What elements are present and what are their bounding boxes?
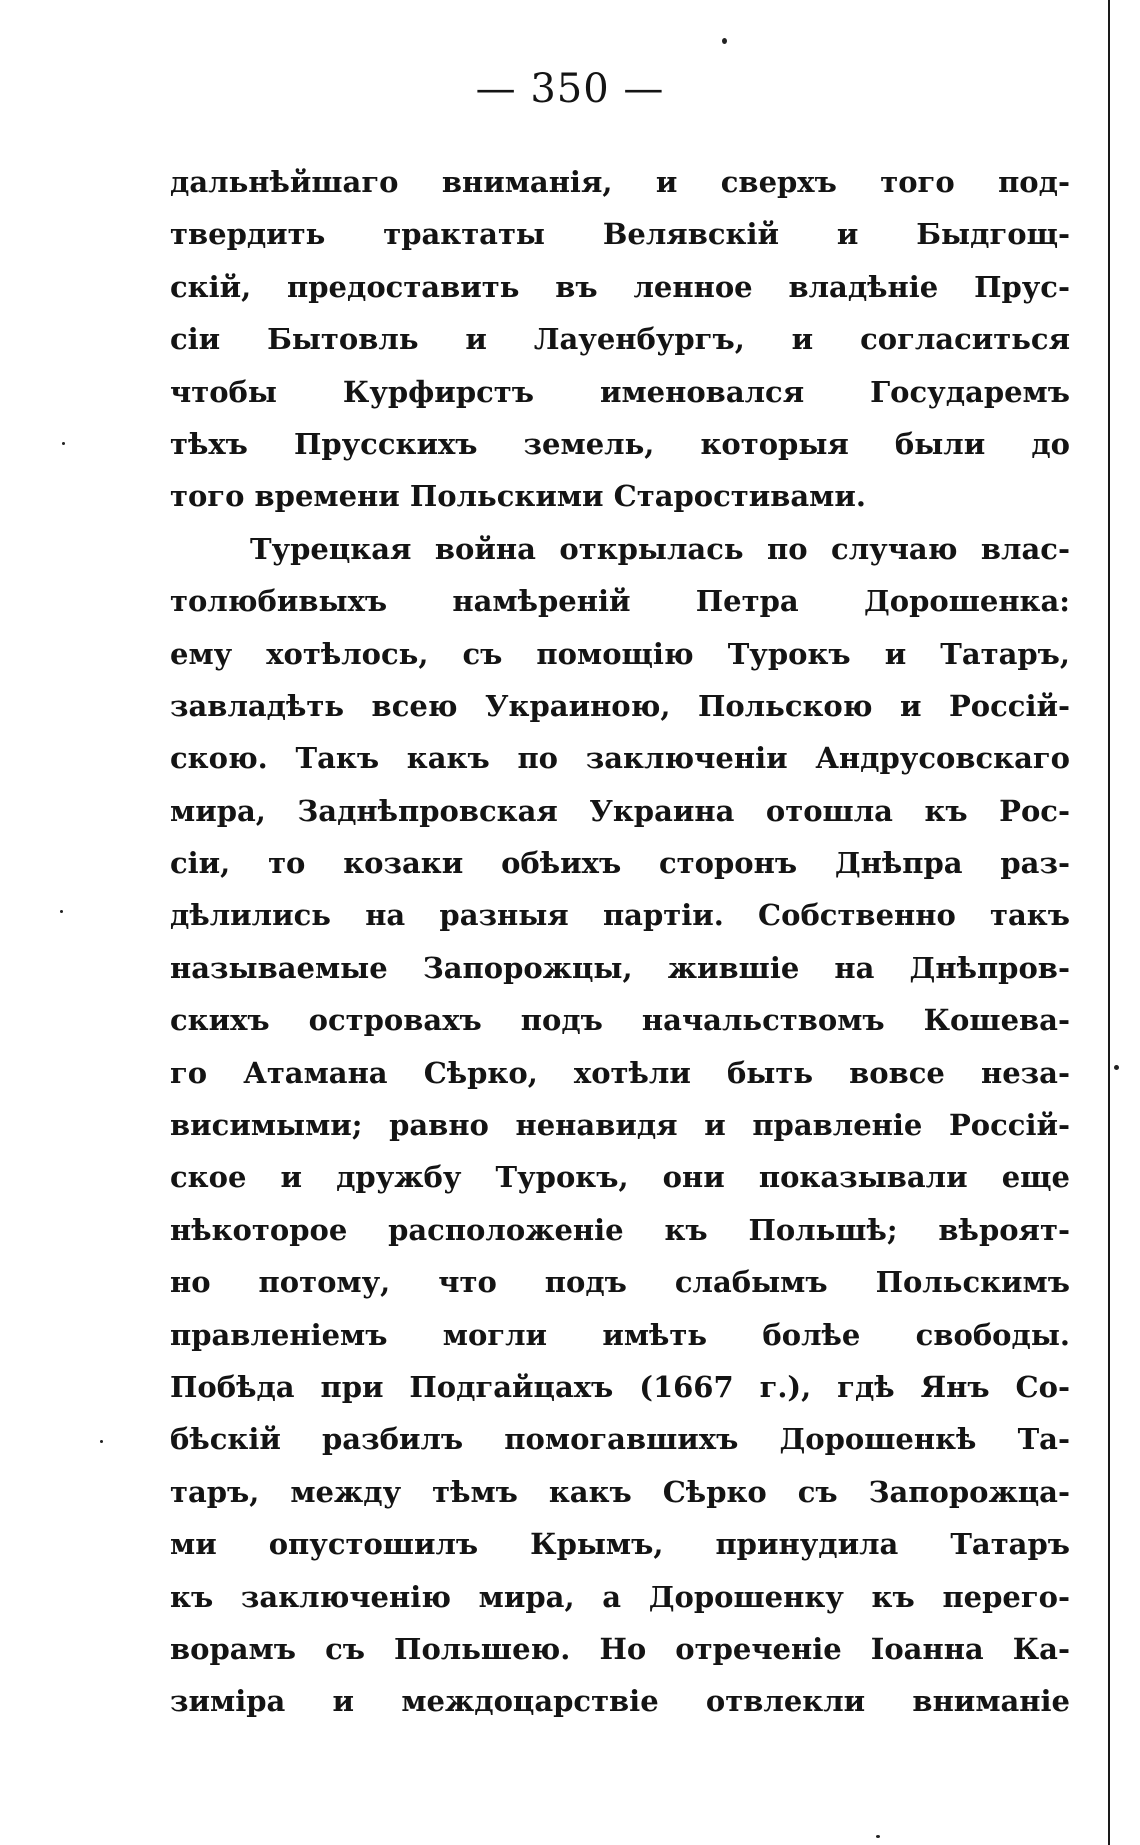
scan-speck (1114, 1065, 1119, 1070)
page-number: — 350 — (475, 66, 665, 112)
text-line: ворамъ съ Польшею. Но отреченіе Іоанна Ка- (170, 1631, 1070, 1666)
text-line: тѣхъ Прусскихъ земель, которыя были до (170, 426, 1070, 461)
text-line: нѣкоторое расположеніе къ Польшѣ; вѣроят- (170, 1212, 1070, 1247)
text-line: скій, предоставить въ ленное владѣніе Прус- (170, 269, 1070, 304)
text-line: толюбивыхъ намѣреній Петра Дорошенка: (170, 584, 1070, 619)
text-line: завладѣть всею Украиною, Польскою и Россій- (170, 688, 1070, 723)
scan-speck (876, 1835, 880, 1838)
text-line: скихъ островахъ подъ начальствомъ Кошева- (170, 1003, 1070, 1038)
text-line: но потому, что подъ слабымъ Польскимъ (170, 1265, 1070, 1300)
text-line: дѣлились на разныя партіи. Собственно такъ (170, 898, 1070, 933)
text-line: скою. Такъ какъ по заключеніи Андрусовскаго (170, 741, 1070, 776)
text-line: ми опустошилъ Крымъ, принудила Татаръ (170, 1527, 1070, 1562)
body-text (170, 156, 1070, 1728)
text-line: бѣскій разбилъ помогавшихъ Дорошенкѣ Та- (170, 1422, 1070, 1457)
scan-speck (62, 442, 65, 445)
text-line: сіи, то козаки обѣихъ сторонъ Днѣпра раз- (170, 846, 1070, 881)
text-line: сіи Бытовль и Лауенбургъ, и согласиться (170, 322, 1070, 357)
text-line: го Атамана Сѣрко, хотѣли быть вовсе неза- (170, 1055, 1070, 1090)
text-line: правленіемъ могли имѣть болѣе свободы. (170, 1317, 1070, 1352)
text-line: чтобы Курфирстъ именовался Государемъ (170, 374, 1070, 409)
text-line: дальнѣйшаго вниманія, и сверхъ того под- (170, 165, 1070, 199)
text-line: висимыми; равно ненавидя и правленіе Россій- (170, 1108, 1070, 1143)
text-line: Турецкая война открылась по случаю влас- (250, 531, 1070, 566)
text-line: зиміра и междоцарствіе отвлекли вниманіе (170, 1684, 1070, 1719)
scan-speck (100, 1440, 103, 1443)
text-line: таръ, между тѣмъ какъ Сѣрко съ Запорожца- (170, 1474, 1070, 1509)
text-line: называемые Запорожцы, жившіе на Днѣпров- (170, 950, 1070, 985)
scan-speck (722, 38, 727, 44)
text-line: ему хотѣлось, съ помощію Турокъ и Татаръ, (170, 636, 1070, 671)
text-line: къ заключенію мира, а Дорошенку къ перего- (170, 1579, 1070, 1614)
text-line: Побѣда при Подгайцахъ (1667 г.), гдѣ Янъ Со- (170, 1369, 1070, 1404)
text-line: мира, Заднѣпровская Украина отошла къ Рос- (170, 793, 1070, 828)
text-line: того времени Польскими Старостивами. (170, 479, 866, 514)
text-line: ское и дружбу Турокъ, они показывали еще (170, 1160, 1070, 1195)
text-line: твердить трактаты Велявскій и Быдгощ- (170, 217, 1070, 252)
page-edge-rule (1108, 0, 1110, 1845)
scan-speck (60, 910, 63, 913)
